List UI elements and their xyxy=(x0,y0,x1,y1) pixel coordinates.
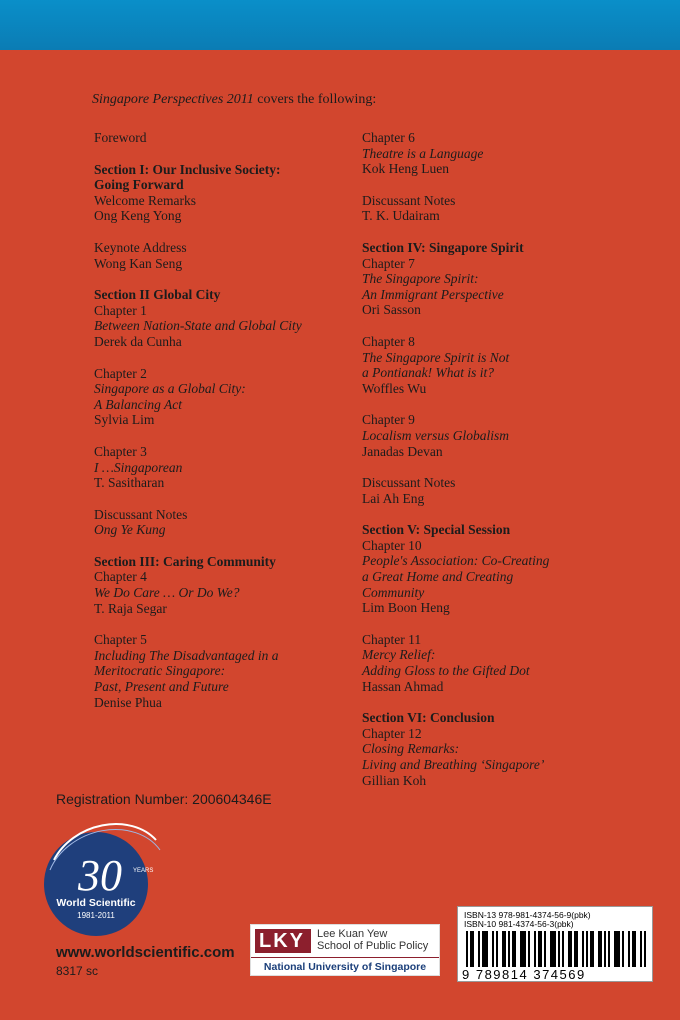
barcode-bar xyxy=(600,931,602,967)
publisher-code: 8317 sc xyxy=(56,964,99,978)
chapter-title: Past, Present and Future xyxy=(94,679,229,695)
entry-line: Ori Sasson xyxy=(362,302,421,318)
entry-line: Discussant Notes xyxy=(94,506,188,522)
right_column-entry xyxy=(362,240,662,318)
entry-line: Chapter 3 xyxy=(94,443,147,459)
publisher-url: www.worldscientific.com xyxy=(56,944,235,961)
barcode-bar xyxy=(582,931,584,967)
entry-line: Janadas Devan xyxy=(362,443,443,459)
barcode-bar xyxy=(508,931,510,967)
chapter-title: Living and Breathing ‘Singapore’ xyxy=(362,757,545,772)
right_column-entry xyxy=(362,412,662,459)
barcode-bar xyxy=(504,931,506,967)
left_column-entry xyxy=(94,240,344,271)
entry-line: Welcome Remarks xyxy=(94,192,197,208)
barcode-bar xyxy=(628,931,630,967)
chapter-title: Community xyxy=(362,584,425,600)
barcode-bar xyxy=(616,931,618,967)
lky-mark-text: LKY xyxy=(259,930,305,952)
barcode-bar xyxy=(644,931,646,967)
right_column-entry xyxy=(362,475,662,506)
chapter-title: Meritocratic Singapore: xyxy=(94,663,226,679)
chapter-title: Mercy Relief: xyxy=(362,647,436,663)
entry-line: Hassan Ahmad xyxy=(362,678,444,694)
chapter-title: People's Association: Co-Creating xyxy=(362,553,550,569)
entry-line: Keynote Address xyxy=(94,239,187,255)
entry-line: Lai Ah Eng xyxy=(362,490,425,506)
barcode-digits: 9 789814 374569 xyxy=(462,967,586,982)
entry-line: Chapter 5 xyxy=(94,632,147,648)
chapter-title: The Singapore Spirit is Not xyxy=(362,349,510,365)
barcode-bar xyxy=(478,931,480,967)
logo-years: YEARS xyxy=(133,868,154,874)
left_column-entry xyxy=(94,554,344,616)
barcode-bar xyxy=(534,931,536,967)
barcode-bar xyxy=(512,931,514,967)
barcode-bar xyxy=(590,931,592,967)
contents-right-column xyxy=(362,130,662,804)
contents-left-column xyxy=(94,130,344,726)
section-heading: Going Forward xyxy=(94,177,184,193)
left_column-entry xyxy=(94,366,344,428)
barcode-bar xyxy=(486,931,488,967)
entry-line: Chapter 12 xyxy=(362,725,422,741)
entry-line: Wong Kan Seng xyxy=(94,255,183,271)
barcode-bar xyxy=(470,931,472,967)
entry-line: Chapter 9 xyxy=(362,412,415,428)
barcode-bar xyxy=(482,931,484,967)
entry-line: T. Sasitharan xyxy=(94,475,165,491)
section-heading: Section V: Special Session xyxy=(362,522,511,538)
entry-line: Derek da Cunha xyxy=(94,333,182,349)
barcode-bar xyxy=(492,931,494,967)
chapter-title: The Singapore Spirit: xyxy=(362,271,479,287)
barcode-bar xyxy=(502,931,504,967)
entry-line: T. Raja Segar xyxy=(94,600,167,616)
barcode-bar xyxy=(634,931,636,967)
barcode-bar xyxy=(632,931,634,967)
barcode-bar xyxy=(466,931,468,967)
entry-line: Chapter 11 xyxy=(362,631,422,647)
world-scientific-logo xyxy=(36,820,166,940)
intro-line xyxy=(92,92,376,108)
barcode-bar xyxy=(550,931,552,967)
lky-school-logo xyxy=(250,924,440,976)
chapter-title: We Do Care … Or Do We? xyxy=(94,585,240,601)
isbn-10: ISBN-10 981-4374-56-3(pbk) xyxy=(464,919,574,929)
barcode-bar xyxy=(540,931,542,967)
barcode-bar xyxy=(528,931,530,967)
logo-name: World Scientific xyxy=(56,897,136,909)
entry-line: Chapter 4 xyxy=(94,569,147,585)
intro-text: covers the following: xyxy=(253,92,377,107)
chapter-title: Singapore as a Global City: xyxy=(94,381,246,397)
isbn-13: ISBN-13 978-981-4374-56-9(pbk) xyxy=(464,910,591,920)
entry-line: T. K. Udairam xyxy=(362,208,440,224)
barcode-bar xyxy=(514,931,516,967)
section-heading: Section VI: Conclusion xyxy=(362,710,495,726)
entry-line: Gillian Koh xyxy=(362,772,427,788)
entry-line: Foreword xyxy=(94,130,147,145)
barcode-bar xyxy=(552,931,554,967)
barcode-bar xyxy=(586,931,588,967)
entry-line: Chapter 1 xyxy=(94,302,147,318)
chapter-title: Theatre is a Language xyxy=(362,145,484,161)
barcode-bars xyxy=(466,931,646,967)
right_column-entry xyxy=(362,130,662,177)
entry-line: Discussant Notes xyxy=(362,192,456,208)
left_column-entry xyxy=(94,162,344,224)
left_column-entry xyxy=(94,507,344,538)
chapter-title: a Pontianak! What is it? xyxy=(362,365,494,381)
chapter-title: Adding Gloss to the Gifted Dot xyxy=(362,663,530,679)
barcode-bar xyxy=(574,931,576,967)
chapter-title: Closing Remarks: xyxy=(362,741,460,757)
barcode-bar xyxy=(604,931,606,967)
entry-line: Kok Heng Luen xyxy=(362,161,449,177)
section-heading: Section III: Caring Community xyxy=(94,553,276,569)
lky-name-line1: Lee Kuan Yew xyxy=(317,928,388,940)
lky-mark xyxy=(255,929,311,953)
logo-number: 30 xyxy=(78,851,122,900)
right_column-entry xyxy=(362,522,662,616)
barcode-bar xyxy=(484,931,486,967)
barcode-bar xyxy=(592,931,594,967)
chapter-title: a Great Home and Creating xyxy=(362,569,514,585)
section-heading: Section IV: Singapore Spirit xyxy=(362,239,524,255)
left_column-entry xyxy=(94,444,344,491)
chapter-title: Localism versus Globalism xyxy=(362,427,510,443)
entry-line: Discussant Notes xyxy=(362,475,456,491)
barcode-bar xyxy=(496,931,498,967)
entry-line: Chapter 7 xyxy=(362,255,415,271)
barcode-bar xyxy=(538,931,540,967)
right_column-entry xyxy=(362,710,662,788)
barcode-bar xyxy=(522,931,524,967)
section-heading: Section II Global City xyxy=(94,287,221,303)
chapter-title: Between Nation-State and Global City xyxy=(94,318,302,334)
left_column-entry xyxy=(94,632,344,710)
barcode-bar xyxy=(598,931,600,967)
book-title: Singapore Perspectives 2011 xyxy=(92,92,254,107)
barcode-bar xyxy=(472,931,474,967)
barcode-bar xyxy=(576,931,578,967)
top-color-band xyxy=(0,0,680,50)
barcode-bar xyxy=(570,931,572,967)
entry-line: Chapter 10 xyxy=(362,537,422,553)
entry-line: Sylvia Lim xyxy=(94,412,155,428)
barcode-bar xyxy=(640,931,642,967)
entry-line: Chapter 2 xyxy=(94,365,147,381)
section-heading: Section I: Our Inclusive Society: xyxy=(94,161,281,177)
chapter-title: An Immigrant Perspective xyxy=(362,286,504,302)
entry-line: Lim Boon Heng xyxy=(362,600,450,616)
barcode-bar xyxy=(622,931,624,967)
right_column-entry xyxy=(362,334,662,396)
entry-line: Chapter 6 xyxy=(362,130,415,145)
barcode-bar xyxy=(618,931,620,967)
barcode-bar xyxy=(524,931,526,967)
logo-dates: 1981-2011 xyxy=(77,911,115,920)
barcode-bar xyxy=(544,931,546,967)
entry-line: Ong Keng Yong xyxy=(94,208,182,224)
barcode-bar xyxy=(614,931,616,967)
right_column-entry xyxy=(362,193,662,224)
barcode-bar xyxy=(520,931,522,967)
barcode-bar xyxy=(608,931,610,967)
chapter-title: I …Singaporean xyxy=(94,459,183,475)
barcode-bar xyxy=(554,931,556,967)
entry-line: Denise Phua xyxy=(94,694,162,710)
isbn-barcode xyxy=(457,906,653,982)
lky-name-line2: School of Public Policy xyxy=(317,940,429,952)
entry-line: Chapter 8 xyxy=(362,333,415,349)
entry-line: Woffles Wu xyxy=(362,380,427,396)
left_column-entry xyxy=(94,130,344,146)
barcode-bar xyxy=(558,931,560,967)
nus-name: National University of Singapore xyxy=(251,957,439,975)
chapter-title: Ong Ye Kung xyxy=(94,522,166,538)
barcode-bar xyxy=(562,931,564,967)
right_column-entry xyxy=(362,632,662,694)
left_column-entry xyxy=(94,287,344,349)
barcode-bar xyxy=(568,931,570,967)
chapter-title: A Balancing Act xyxy=(94,396,182,412)
registration-number: Registration Number: 200604346E xyxy=(56,791,272,807)
lky-school-name xyxy=(317,928,428,952)
chapter-title: Including The Disadvantaged in a xyxy=(94,647,279,663)
